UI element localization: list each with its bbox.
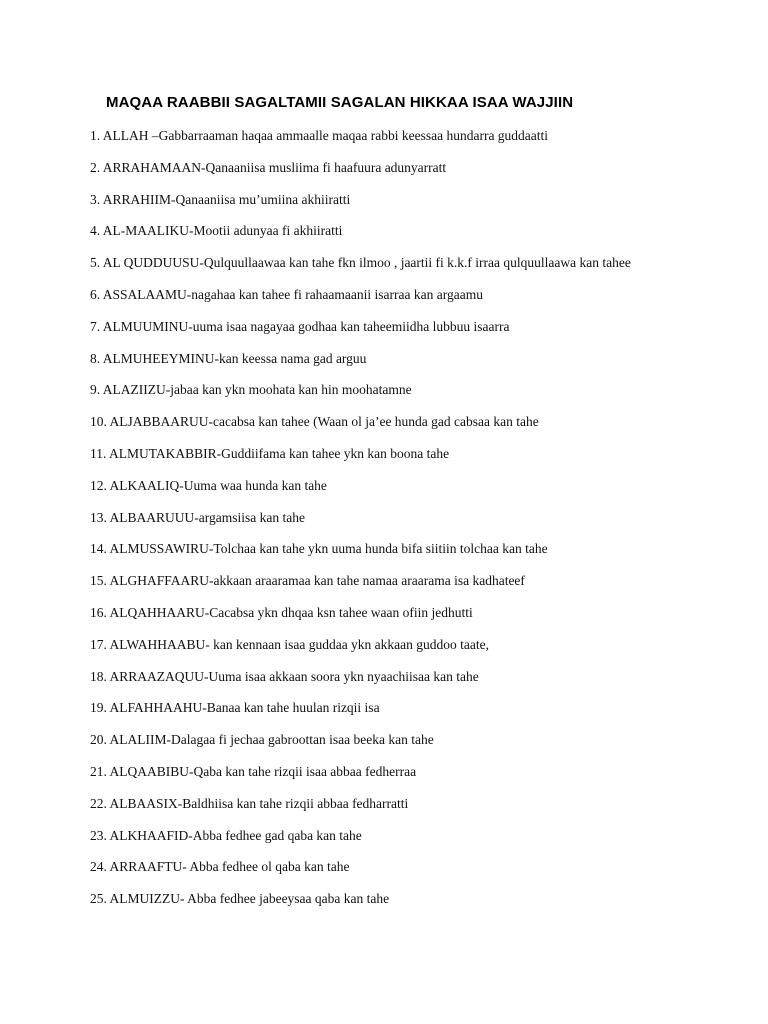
list-item: 8. ALMUHEEYMINU-kan keessa nama gad arguu <box>90 350 367 366</box>
list-item: 5. AL QUDDUUSU-Qulquullaawaa kan tahe fkn ilmoo , jaartii fi k.k.f irraa qulquullaawa kan tahee <box>90 255 631 271</box>
list-item: 24. ARRAAFTU- Abba fedhee ol qaba kan tahe <box>90 859 350 875</box>
list-item: 18. ARRAAZAQUU-Uuma isaa akkaan soora ykn nyaachiisaa kan tahe <box>90 668 479 684</box>
list-item: 7. ALMUUMINU-uuma isaa nagayaa godhaa kan taheemiidha lubbuu isaarra <box>90 318 510 334</box>
list-item: 21. ALQAABIBU-Qaba kan tahe rizqii isaa abbaa fedherraa <box>90 763 417 779</box>
list-item: 11. ALMUTAKABBIR-Guddiifama kan tahee ykn kan boona tahe <box>90 445 450 461</box>
list-item: 25. ALMUIZZU- Abba fedhee jabeeysaa qaba kan tahe <box>90 891 390 907</box>
list-item: 22. ALBAASIX-Baldhiisa kan tahe rizqii abbaa fedharratti <box>90 795 409 811</box>
list-item: 14. ALMUSSAWIRU-Tolchaa kan tahe ykn uuma hunda bifa siitiin tolchaa kan tahe <box>90 541 548 557</box>
list-item: 19. ALFAHHAAHU-Banaa kan tahe huulan rizqii isa <box>90 700 380 716</box>
list-item: 9. ALAZIIZU-jabaa kan ykn moohata kan hin moohatamne <box>90 382 412 398</box>
list-item: 13. ALBAARUUU-argamsiisa kan tahe <box>90 509 305 525</box>
list-item: 12. ALKAALIQ-Uuma waa hunda kan tahe <box>90 477 327 493</box>
list-item: 4. AL-MAALIKU-Mootii adunyaa fi akhiiratti <box>90 223 343 239</box>
names-list <box>90 126 750 921</box>
list-item: 16. ALQAHHAARU-Cacabsa ykn dhqaa ksn tahee waan ofiin jedhutti <box>90 604 473 620</box>
list-item: 3. ARRAHIIM-Qanaaniisa mu’umiina akhiiratti <box>90 191 351 207</box>
list-item: 1. ALLAH –Gabbarraaman haqaa ammaalle maqaa rabbi keessaa hundarra guddaatti <box>90 128 549 143</box>
page-title: MAQAA RAABBII SAGALTAMII SAGALAN HIKKAA ISAA WAJJIIN <box>106 94 574 111</box>
list-item: 15. ALGHAFFAARU-akkaan araaramaa kan tahe namaa araarama isa kadhateef <box>90 573 525 589</box>
list-item: 10. ALJABBAARUU-cacabsa kan tahee (Waan ol ja’ee hunda gad cabsaa kan tahe <box>90 414 539 430</box>
list-item: 2. ARRAHAMAAN-Qanaaniisa musliima fi haafuura adunyarratt <box>90 159 447 175</box>
list-item: 6. ASSALAAMU-nagahaa kan tahee fi rahaamaanii isarraa kan argaamu <box>90 286 483 302</box>
list-item: 23. ALKHAAFID-Abba fedhee gad qaba kan tahe <box>90 827 362 843</box>
list-item: 17. ALWAHHAABU- kan kennaan isaa guddaa ykn akkaan guddoo taate, <box>90 636 490 652</box>
list-item: 20. ALALIIM-Dalagaa fi jechaa gabroottan isaa beeka kan tahe <box>90 732 434 748</box>
